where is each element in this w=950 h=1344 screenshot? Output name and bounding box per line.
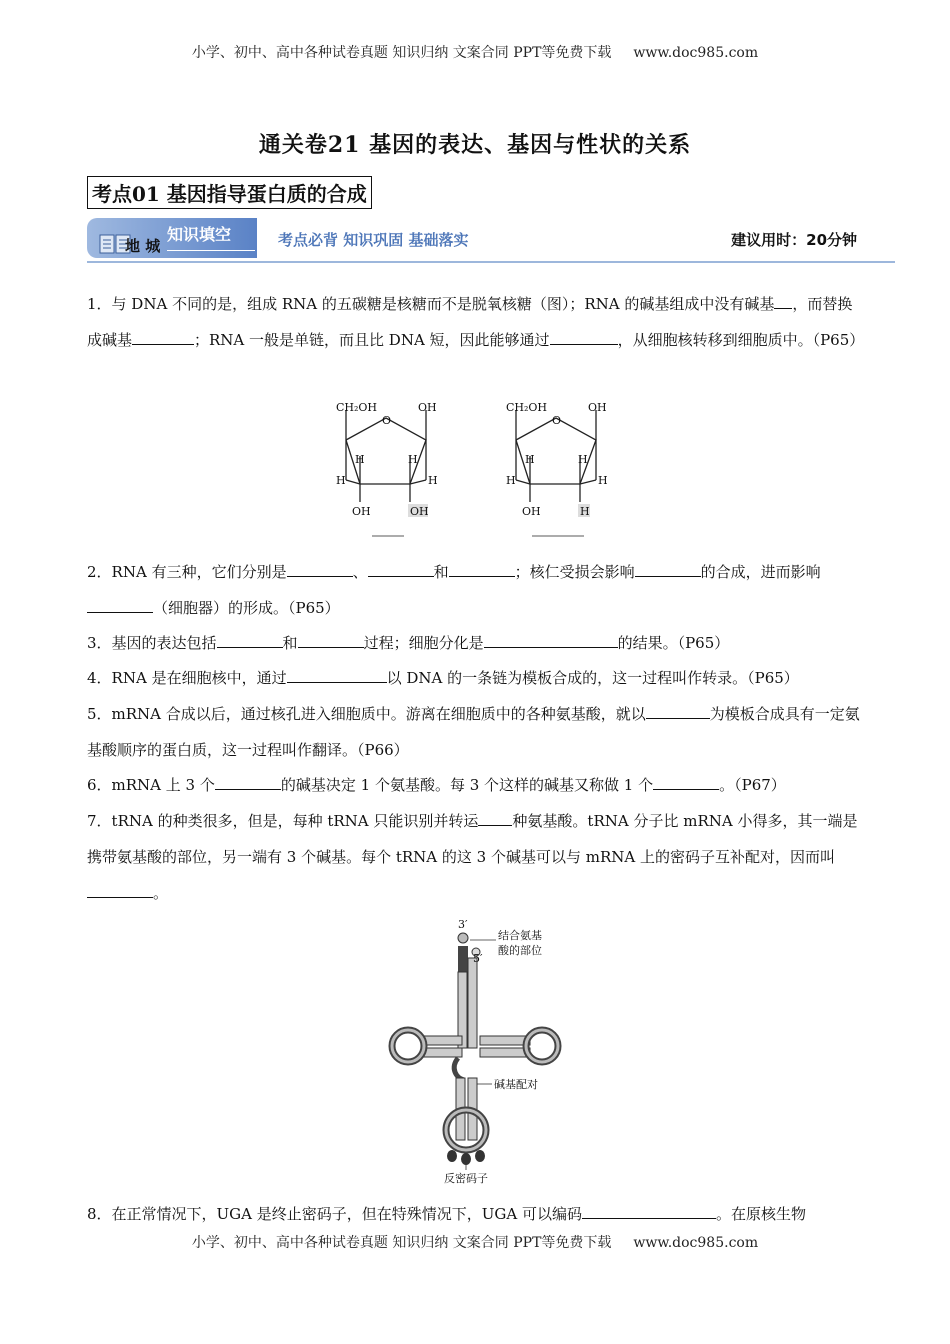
badge-underline — [167, 250, 255, 251]
question-7: 7．tRNA 的种类很多，但是，每种 tRNA 只能识别并转运 种氨基酸。tRNA 分子比 mRNA 小得多，其一端是携带氨基酸的部位，另一端有 3 个碱基。每个 tRNA 的这 3 个碱基可以与 mRNA 上的密码子互补配对，因而叫。 — [87, 803, 865, 911]
answer-blank[interactable] — [132, 326, 194, 345]
deoxyribose-c2-h: H — [580, 505, 590, 518]
deoxyribose-h-label: H — [578, 453, 588, 466]
answer-blank[interactable] — [774, 290, 792, 309]
document-title: 通关卷21 基因的表达、基因与性状的关系 — [258, 132, 692, 158]
ribose-h-label: H — [355, 453, 365, 466]
question-4: 4．RNA 是在细胞核中，通过 以 DNA 的一条链为模板合成的，这一过程叫作转录。（P65） — [87, 660, 865, 696]
ribose-h-label: H — [428, 474, 438, 487]
answer-blank[interactable] — [550, 326, 618, 345]
trna-3-prime-label: 3′ — [458, 918, 468, 931]
ribose-c2-oh: OH — [410, 505, 429, 518]
ribose-ring-oxygen: O — [382, 414, 392, 427]
badge-label: 知识填空 — [167, 225, 232, 244]
ribose-c5-label: CH₂OH — [336, 401, 378, 414]
answer-blank[interactable] — [449, 558, 515, 577]
trna-anticodon-label: 反密码子 — [444, 1172, 488, 1185]
answer-blank[interactable] — [582, 1200, 716, 1219]
deoxyribose-c5-label: CH₂OH — [506, 401, 548, 414]
top-banner — [0, 42, 950, 62]
ribose-c1-label: OH — [418, 401, 437, 414]
trna-structure — [392, 933, 558, 1170]
answer-blank[interactable] — [287, 664, 387, 683]
answer-blank[interactable] — [87, 594, 153, 613]
trna-amino-acid-site-label-2: 酸的部位 — [498, 944, 542, 957]
ribose-deoxyribose-figure — [322, 396, 632, 546]
banner-text: 小学、初中、高中各种试卷真题 知识归纳 文案合同 PPT等免费下载 — [191, 1235, 612, 1251]
banner-url[interactable]: www.doc985.com — [633, 1235, 759, 1251]
answer-blank[interactable] — [87, 879, 153, 898]
deoxyribose-c1-label: OH — [588, 401, 607, 414]
ribose-h-label: H — [408, 453, 418, 466]
banner-url[interactable]: www.doc985.com — [633, 45, 759, 61]
answer-blank[interactable] — [484, 629, 618, 648]
question-6: 6．mRNA 上 3 个 的碱基决定 1 个氨基酸。每 3 个这样的碱基又称做 1 个 。（P67） — [87, 767, 865, 803]
deoxyribose-h-label: H — [525, 453, 535, 466]
trna-cloverleaf-figure — [386, 918, 564, 1188]
deoxyribose-h-label: H — [506, 474, 516, 487]
banner-text: 小学、初中、高中各种试卷真题 知识归纳 文案合同 PPT等免费下载 — [191, 45, 612, 61]
answer-blank[interactable] — [217, 629, 283, 648]
question-1: 1．与 DNA 不同的是，组成 RNA 的五碳糖是核糖而不是脱氧核糖（图）；RNA 的碱基组成中没有碱基 ，而替换成碱基 ；RNA 一般是单链，而且比 DNA 短，因此能够通过 ，从细胞核转移到细胞质中。（P65） — [87, 286, 865, 358]
question-2: 2．RNA 有三种，它们分别是 、 和 ；核仁受损会影响 的合成，进而影响（细胞器）的形成。（P65） — [87, 554, 865, 626]
suggested-time: 建议用时：20分钟 — [731, 231, 857, 249]
badge-small-text: 地 城 — [125, 237, 161, 255]
answer-blank[interactable] — [635, 558, 701, 577]
deoxyribose-c3-oh: OH — [522, 505, 541, 518]
answer-blank[interactable] — [478, 807, 512, 826]
trna-base-pairing-label: 碱基配对 — [494, 1078, 538, 1091]
knowledge-bar — [87, 215, 895, 263]
question-8: 8．在正常情况下，UGA 是终止密码子，但在特殊情况下，UGA 可以编码 。在原核生物 — [87, 1196, 865, 1232]
knowledge-slogan: 考点必背 知识巩固 基础落实 — [278, 231, 469, 249]
knowledge-bar-rule — [87, 261, 895, 263]
answer-blank[interactable] — [646, 700, 710, 719]
bottom-banner — [0, 1232, 950, 1252]
section-heading: 考点01 基因指导蛋白质的合成 — [87, 176, 372, 209]
question-5: 5．mRNA 合成以后，通过核孔进入细胞质中。游离在细胞质中的各种氨基酸，就以 为模板合成具有一定氨基酸顺序的蛋白质，这一过程叫作翻译。（P66） — [87, 696, 865, 768]
answer-blank[interactable] — [653, 771, 719, 790]
ribose-h-label: H — [336, 474, 346, 487]
answer-blank[interactable] — [215, 771, 281, 790]
answer-blank[interactable] — [368, 558, 434, 577]
trna-5-prime-label: 5′ — [473, 952, 483, 965]
trna-amino-acid-site-label: 结合氨基 — [498, 929, 542, 942]
deoxyribose-ring-oxygen: O — [552, 414, 562, 427]
knowledge-badge — [87, 218, 257, 258]
deoxyribose-h-label: H — [598, 474, 608, 487]
answer-blank[interactable] — [287, 558, 353, 577]
question-3: 3．基因的表达包括 和 过程；细胞分化是 的结果。（P65） — [87, 625, 865, 661]
ribose-c3-oh: OH — [352, 505, 371, 518]
answer-blank[interactable] — [298, 629, 364, 648]
